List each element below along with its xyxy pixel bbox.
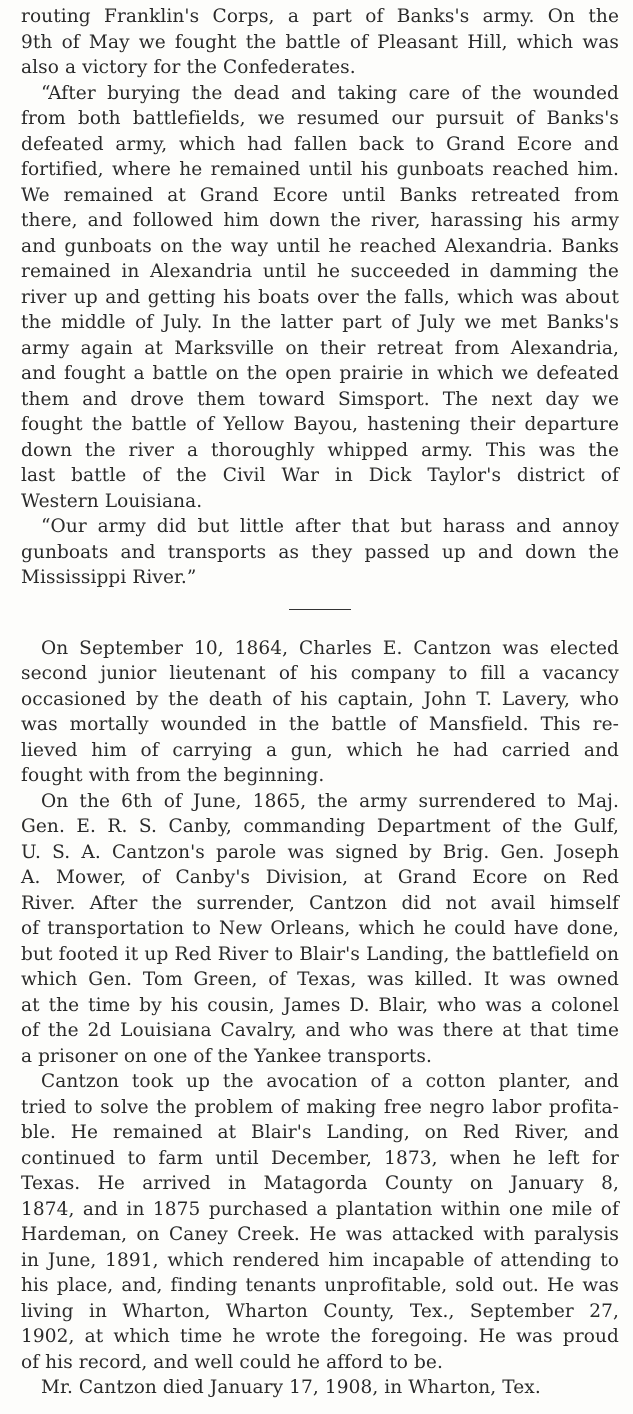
text-line: and fought a battle on the open prairie in which we defeated	[21, 363, 619, 384]
text-line: defeated army, which had fallen back to Grand Ecore and	[21, 133, 619, 155]
section-divider	[289, 609, 351, 610]
text-line: and gunboats on the way until he reached Alexandria. Banks	[21, 235, 619, 257]
text-line: was mortally wounded in the battle of Mansfield. This re-	[21, 714, 619, 735]
text-line: remained in Alexandria until he succeeded in damming the	[21, 261, 619, 282]
text-line: ble. He remained at Blair's Landing, on Red River, and	[21, 1122, 619, 1143]
text-line: Hardeman, on Caney Creek. He was attacked with paralysis	[21, 1224, 619, 1245]
text-line: army again at Marksville on their retreat from Alexandria,	[21, 337, 619, 359]
text-line: 1874, and in 1875 purchased a plantation within one mile of	[21, 1198, 619, 1220]
text-line: Western Louisiana.	[21, 490, 203, 512]
text-line: second junior lieutenant of his company to fill a vacancy	[21, 663, 619, 684]
text-line: Texas. He arrived in Matagorda County on January 8,	[21, 1173, 619, 1194]
text-line: On September 10, 1864, Charles E. Cantzon was elected	[41, 637, 619, 659]
text-line: River. After the surrender, Cantzon did not avail himself	[21, 892, 619, 914]
text-line: fought the battle of Yellow Bayou, hastening their departure	[21, 414, 619, 435]
text-line: 1902, at which time he wrote the foregoing. He was proud	[21, 1326, 619, 1347]
text-line: from both battlefields, we resumed our pursuit of Banks's	[21, 108, 619, 129]
text-line: Mississippi River.”	[21, 567, 197, 588]
text-line: but footed it up Red River to Blair's Landing, the battlefield on	[21, 943, 619, 965]
text-line: A. Mower, of Canby's Division, at Grand Ecore on Red	[21, 867, 619, 888]
text-line: tried to solve the problem of making free negro labor profita-	[21, 1096, 619, 1118]
text-line: a prisoner on one of the Yankee transports.	[21, 1045, 432, 1067]
text-line: “Our army did but little after that but harass and annoy	[41, 516, 619, 537]
text-line: U. S. A. Cantzon's parole was signed by Brig. Gen. Joseph	[21, 841, 619, 863]
text-line: fought with from the beginning.	[21, 765, 325, 786]
text-line: 9th of May we fought the battle of Pleasant Hill, which was	[21, 31, 619, 53]
text-line: down the river a thoroughly whipped army. This was the	[21, 439, 619, 461]
section-two	[21, 636, 619, 1401]
text-line: river up and getting his boats over the falls, which was about	[21, 286, 619, 308]
text-line: them and drove them toward Simsport. The next day we	[21, 388, 619, 410]
text-line: lieved him of carrying a gun, which he had carried and	[21, 739, 619, 761]
text-line: the middle of July. In the latter part of July we met Banks's	[21, 312, 619, 333]
text-line: occasioned by the death of his captain, John T. Lavery, who	[21, 688, 619, 710]
text-line: of his record, and well could he afford to be.	[21, 1351, 443, 1373]
text-line: in June, 1891, which rendered him incapable of attending to	[21, 1249, 619, 1271]
text-line: routing Franklin's Corps, a part of Banks's army. On the	[21, 6, 619, 27]
text-line: On the 6th of June, 1865, the army surrendered to Maj.	[41, 790, 619, 812]
text-line: Gen. E. R. S. Canby, commanding Department of the Gulf,	[21, 816, 619, 837]
text-line: Cantzon took up the avocation of a cotton planter, and	[41, 1071, 619, 1092]
text-line: of the 2d Louisiana Cavalry, and who was there at that time	[21, 1020, 619, 1041]
text-line: there, and followed him down the river, harassing his army	[21, 210, 619, 231]
text-line: of transportation to New Orleans, which he could have done,	[21, 918, 619, 939]
text-line: “After burying the dead and taking care of the wounded	[41, 82, 619, 104]
text-line: at the time by his cousin, James D. Blair, who was a colonel	[21, 994, 619, 1016]
text-line: fortified, where he remained until his gunboats reached him.	[21, 159, 619, 180]
text-line: his place, and, finding tenants unprofitable, sold out. He was	[21, 1275, 619, 1296]
text-line: continued to farm until December, 1873, when he left for	[21, 1147, 619, 1169]
text-line: living in Wharton, Wharton County, Tex., September 27,	[21, 1300, 619, 1322]
text-line: Mr. Cantzon died January 17, 1908, in Wharton, Tex.	[41, 1377, 541, 1398]
text-line: gunboats and transports as they passed up and down the	[21, 541, 619, 563]
text-line: which Gen. Tom Green, of Texas, was killed. It was owned	[21, 969, 619, 990]
text-line: last battle of the Civil War in Dick Taylor's district of	[21, 465, 619, 486]
text-line: also a victory for the Confederates.	[21, 57, 356, 78]
text-line: We remained at Grand Ecore until Banks retreated from	[21, 184, 619, 206]
section-one	[21, 4, 619, 591]
